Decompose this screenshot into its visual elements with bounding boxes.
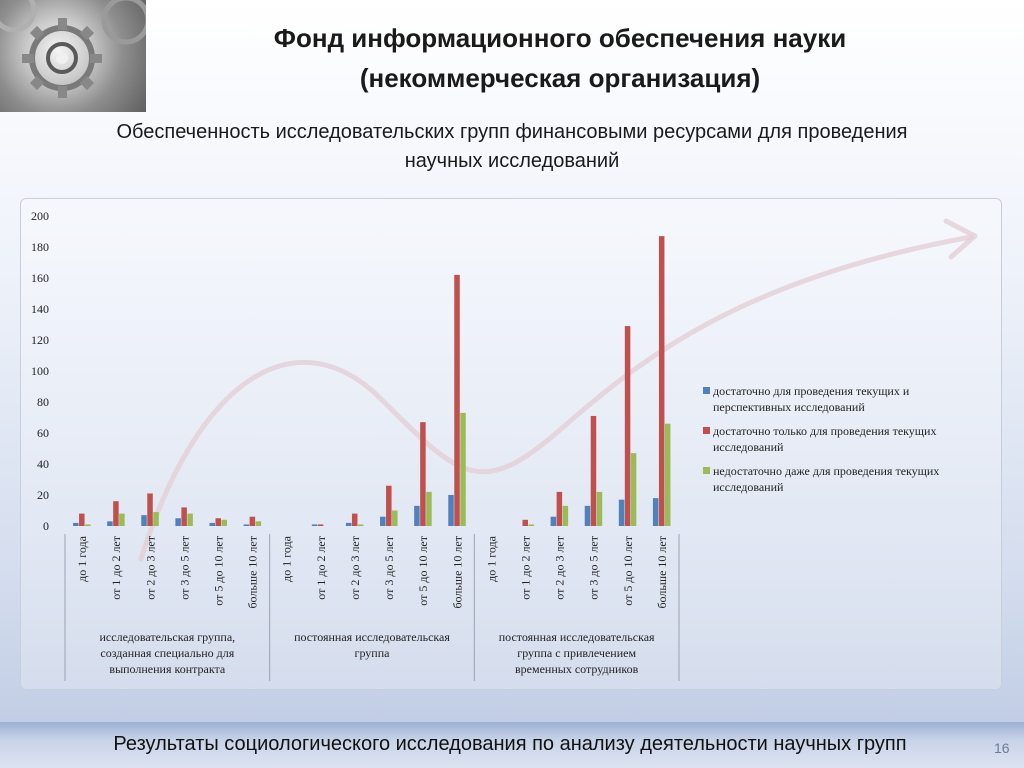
y-tick-label: 0 bbox=[43, 519, 49, 533]
bar bbox=[79, 514, 85, 526]
bar bbox=[619, 500, 625, 526]
legend-entry: достаточно для проведения текущих и перспективных исследований bbox=[713, 384, 910, 414]
x-tick-label: от 1 до 2 лет bbox=[109, 536, 124, 600]
bar bbox=[147, 493, 153, 526]
bar bbox=[85, 524, 91, 526]
legend-entry: недостаточно даже для проведения текущих исследований bbox=[713, 464, 940, 494]
y-tick-label: 80 bbox=[37, 395, 49, 409]
group-label: постоянная исследовательская группа с привлечением временных сотрудников bbox=[498, 630, 655, 676]
x-tick-label: от 2 до 3 лет bbox=[143, 536, 158, 600]
bar bbox=[591, 416, 597, 526]
bar bbox=[523, 520, 529, 526]
y-tick-label: 60 bbox=[37, 426, 49, 440]
bar bbox=[358, 524, 364, 526]
x-tick-label: больше 10 лет bbox=[654, 536, 669, 609]
x-tick-label: больше 10 лет bbox=[450, 536, 465, 609]
chart-heading bbox=[30, 118, 994, 176]
bar bbox=[210, 523, 216, 526]
bar bbox=[113, 501, 119, 526]
bar bbox=[250, 517, 256, 526]
chart-heading-line-1: Обеспеченность исследовательских групп финансовыми ресурсами для проведения bbox=[116, 121, 908, 143]
title-line-1: Фонд информационного обеспечения науки bbox=[273, 23, 847, 53]
bar bbox=[653, 498, 659, 526]
bar bbox=[659, 236, 665, 526]
x-tick-label: до 1 года bbox=[484, 536, 499, 582]
decorative-arrow bbox=[141, 237, 971, 559]
bar bbox=[585, 506, 591, 526]
group-label: исследовательская группа, созданная специально для выполнения контракта bbox=[99, 630, 236, 676]
bar bbox=[222, 520, 228, 526]
legend-swatch bbox=[703, 467, 710, 474]
bar bbox=[557, 492, 563, 526]
page-number: 16 bbox=[994, 740, 1010, 756]
chart-frame bbox=[20, 198, 1002, 690]
x-tick-label: больше 10 лет bbox=[245, 536, 260, 609]
bar bbox=[153, 512, 159, 526]
x-tick-label: от 5 до 10 лет bbox=[416, 536, 431, 606]
bar bbox=[312, 524, 318, 526]
bar bbox=[529, 524, 535, 526]
bar bbox=[448, 495, 454, 526]
x-tick-label: от 2 до 3 лет bbox=[552, 536, 567, 600]
group-label: постоянная исследовательская группа bbox=[294, 630, 450, 660]
bar bbox=[563, 506, 569, 526]
bar bbox=[119, 514, 125, 526]
bar bbox=[352, 514, 358, 526]
y-tick-label: 120 bbox=[31, 333, 49, 347]
bar bbox=[380, 517, 386, 526]
x-tick-label: от 1 до 2 лет bbox=[518, 536, 533, 600]
bar bbox=[73, 523, 79, 526]
bar bbox=[187, 514, 193, 526]
legend-entry: достаточно только для проведения текущих исследований bbox=[713, 424, 937, 454]
y-tick-label: 40 bbox=[37, 457, 49, 471]
x-tick-label: от 5 до 10 лет bbox=[620, 536, 635, 606]
y-tick-label: 200 bbox=[31, 209, 49, 223]
bar bbox=[414, 506, 420, 526]
x-tick-label: от 3 до 5 лет bbox=[382, 536, 397, 600]
bar bbox=[460, 413, 466, 526]
bar bbox=[597, 492, 603, 526]
bar bbox=[256, 521, 262, 526]
bar bbox=[426, 492, 432, 526]
bar bbox=[625, 326, 631, 526]
y-tick-label: 100 bbox=[31, 364, 49, 378]
bar-chart bbox=[21, 199, 1001, 689]
bar bbox=[631, 453, 637, 526]
y-tick-label: 140 bbox=[31, 302, 49, 316]
bar bbox=[181, 507, 187, 526]
gears-logo bbox=[0, 0, 146, 112]
x-tick-label: до 1 года bbox=[279, 536, 294, 582]
bar bbox=[454, 275, 460, 526]
slide-title bbox=[180, 18, 940, 98]
title-line-2: (некоммерческая организация) bbox=[359, 63, 761, 93]
bar bbox=[551, 517, 557, 526]
bar bbox=[141, 515, 147, 526]
x-tick-label: до 1 года bbox=[75, 536, 90, 582]
y-tick-label: 180 bbox=[31, 240, 49, 254]
y-tick-label: 20 bbox=[37, 488, 49, 502]
legend-swatch bbox=[703, 427, 710, 434]
gears-icon bbox=[0, 0, 146, 112]
x-tick-label: от 1 до 2 лет bbox=[313, 536, 328, 600]
footer-text: Результаты социологического исследования по анализу деятельности научных групп bbox=[113, 733, 907, 755]
bar bbox=[175, 518, 181, 526]
x-tick-label: от 5 до 10 лет bbox=[211, 536, 226, 606]
chart-heading-line-2: научных исследований bbox=[404, 150, 620, 172]
bar bbox=[216, 518, 222, 526]
bar bbox=[244, 524, 250, 526]
bar bbox=[665, 424, 671, 526]
bar bbox=[346, 523, 352, 526]
bar bbox=[107, 521, 113, 526]
bar bbox=[386, 486, 392, 526]
y-tick-label: 160 bbox=[31, 271, 49, 285]
bar bbox=[318, 524, 324, 526]
legend-swatch bbox=[703, 387, 710, 394]
x-tick-label: от 2 до 3 лет bbox=[347, 536, 362, 600]
bar bbox=[392, 511, 398, 527]
bar bbox=[420, 422, 426, 526]
x-tick-label: от 3 до 5 лет bbox=[586, 536, 601, 600]
x-tick-label: от 3 до 5 лет bbox=[177, 536, 192, 600]
